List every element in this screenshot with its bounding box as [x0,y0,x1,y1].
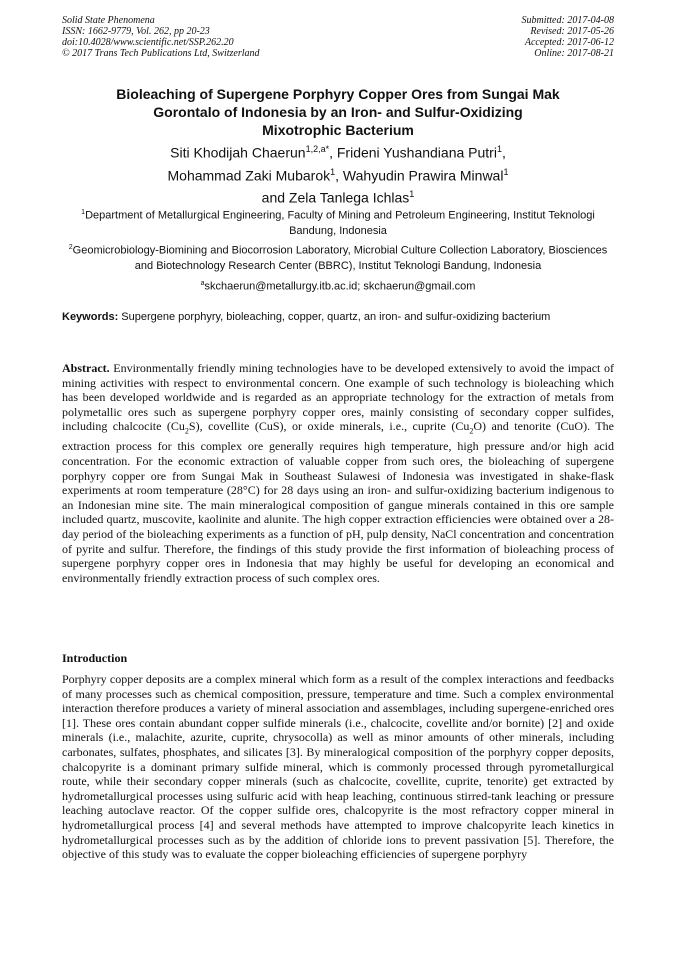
affiliation-2 [62,240,614,274]
publication-dates [522,15,615,59]
author-affiliation-mark: 1 [503,166,509,177]
subscript: 2 [469,426,474,436]
email-text: skchaerun@metallurgy.itb.ac.id; skchaerun@gmail.com [204,280,476,293]
email-mark: a [200,280,205,287]
paper-title [62,85,614,139]
author-name: Frideni Yushandiana Putri [336,144,497,161]
title-line-2: Gorontalo of Indonesia by an Iron- and Sulfur-Oxidizing [153,104,523,120]
subscript: 2 [184,426,189,436]
abstract-text: S), covellite (CuS), or oxide minerals, i.e., cuprite (Cu [188,419,470,434]
online-date: Online: 2017-08-21 [534,48,614,59]
author-name: Zela Tanlega Ichlas [288,189,410,206]
introduction-heading: Introduction [62,651,128,665]
author-conjunction: and [261,189,289,206]
submitted-date: Submitted: 2017-04-08 [521,15,614,26]
author-affiliation-mark: 1 [496,144,502,154]
author-affiliation-mark: 1 [409,189,415,200]
affiliation-mark: 2 [68,244,73,251]
journal-name: Solid State Phenomena [62,15,155,26]
doi: doi:10.4028/www.scientific.net/SSP.262.20 [62,37,234,48]
affiliation-1 [62,205,614,239]
keywords-label: Keywords: [62,311,119,323]
author-name: Wahyudin Prawira Minwal [342,167,504,184]
abstract-label: Abstract. [62,361,110,375]
contact-email [62,276,614,295]
keywords-text: Supergene porphyry, bioleaching, copper, quartz, an iron- and sulfur-oxidizing bacterium [118,311,551,323]
abstract [62,361,614,585]
abstract-text: O) and tenorite (CuO). The extraction process for this complex ore generally requires high temperature, high pressure and/or high acid concentration. For the economic extraction of valuable copper from such ores, the bioleaching of supergene porphyry copper ore from Sungai Mak in Southeast Sulawesi of Indonesia was investigated in shake-flask experiments at room temperature (28°C) for 28 days using an iron- and sulfur-oxidizing bacterium indigenous to an Indonesian mine site. The main mineralogical composition of gangue minerals contained in this ore sample included quartz, muscovite, kaolinite and alunite. The high copper extraction efficiencies were obtained over a 28-day period of the bioleaching experiments as a function of pH, pulp density, NaCl concentration and concentration of pyrite and sulfur. Therefore, the findings of this study provide the first information of bioleaching process of supergene porphyry copper ores in Indonesia that may highly be useful for developing an economical and environmentally friendly extraction process of such complex ores. [62,419,614,585]
author-name: Mohammad Zaki Mubarok [167,167,331,184]
author-separator: , [329,144,337,161]
introduction-text: Porphyry copper deposits are a complex mineral which form as a result of the complex interactions and feedbacks of many processes such as chemical composition, pressure, temperature and time. Such a complex environmental interaction therefore produces a variety of mineral association and assemblages, including supergene-enriched ores [1]. These ores contain abundant copper sulfide minerals (i.e., chalcocite, covellite and/or bornite) [2] and oxide minerals (i.e., malachite, azurite, cuprite, chrysocolla) as well as minor amounts of other minerals, including carbonates, sulfates, phosphates, and silicates [3]. By mineralogical composition of the porphyry copper deposits, chalcopyrite is a dominant primary sulfide mineral, which is commonly processed through pyrometallurgical route, while their secondary copper minerals (such as chalcocite, covellite, cuprite, tenorite) get extracted by hydrometallurgical processes using sulfuric acid with heap leaching, continuous stirred-tank leaching or pressure leaching autoclave reactor. Of the copper sulfide ores, chalcopyrite is the most refractory copper mineral in hydrometallurgical process [4] and several methods have attempted to improve chalcopyrite leach kinetics in hydrometallurgical processes such as by the addition of chloride ions to prevent passivation [5]. Therefore, the objective of this study was to evaluate the copper bioleaching efficiencies of supergene porphyry [62,672,614,862]
title-line-3: Mixotrophic Bacterium [262,122,414,138]
author-list: Siti Khodijah Chaerun$^{1,2,a*}$, Frideni Yushandiana Putri$^1$, Mohammad Zaki Mubarok$^1$, Wahyudin Prawira Minwal$^1$ and Zela Tanlega Ichlas$^1$ [167,144,509,206]
issn: ISSN: 1662-9779, Vol. 262, pp 20-23 [62,26,210,37]
affiliation-text: Department of Metallurgical Engineering, Faculty of Mining and Petroleum Engineering, Institut Teknologi Bandung, Indonesia [85,209,595,237]
author-affiliation-mark: 1 [330,166,336,177]
author-name: Siti Khodijah Chaerun [170,144,306,161]
affiliation-mark: 1 [81,209,86,216]
copyright: © 2017 Trans Tech Publications Ltd, Switzerland [62,48,260,59]
journal-info [62,15,260,59]
affiliation-text: Geomicrobiology-Biomining and Biocorrosion Laboratory, Microbial Culture Collection Laboratory, Biosciences and Biotechnology Research Center (BBRC), Institut Teknologi Bandung, Indonesia [72,244,608,272]
title-line-1: Bioleaching of Supergene Porphyry Copper Ores from Sungai Mak [116,86,560,102]
accepted-date: Accepted: 2017-06-12 [524,37,614,48]
revised-date: Revised: 2017-05-26 [530,26,614,37]
author-affiliation-mark: 1,2,a* [305,144,330,154]
keywords [62,310,614,324]
abstract-text: Environmentally friendly mining technologies have to be developed extensively to avoid the impact of mining activities with respect to environmental concern. One example of such technology is bioleaching which has been developed worldwide and is regarded as an appropriate technology for the extraction of metals from polymetallic ores such as supergene porphyry copper ores, mainly consisting of secondary copper sulfides, including chalcocite (Cu [62,361,614,434]
